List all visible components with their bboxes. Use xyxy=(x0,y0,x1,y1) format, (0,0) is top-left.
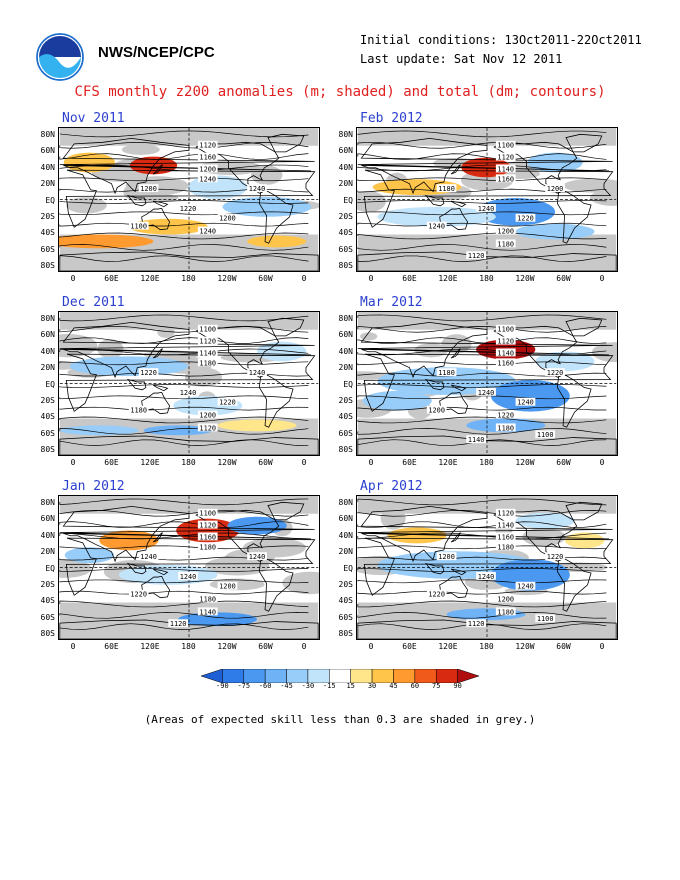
svg-text:1120: 1120 xyxy=(199,337,217,346)
lat-label: 80N xyxy=(338,130,353,139)
svg-text:1240: 1240 xyxy=(179,572,197,581)
panel-title-dec-2011: Dec 2011 xyxy=(62,295,125,310)
lon-label: 0 xyxy=(301,458,307,467)
svg-text:1220: 1220 xyxy=(546,553,564,562)
svg-text:1120: 1120 xyxy=(199,141,217,150)
contour-label xyxy=(476,388,496,397)
map-panel-nov-2011 xyxy=(58,127,320,272)
svg-text:1200: 1200 xyxy=(219,214,236,223)
svg-text:1180: 1180 xyxy=(438,185,455,194)
contour-label xyxy=(427,222,447,231)
svg-text:1200: 1200 xyxy=(497,227,515,236)
lon-label: 0 xyxy=(599,458,605,467)
contour-label xyxy=(496,227,516,236)
svg-text:1200: 1200 xyxy=(546,185,564,194)
contour-label xyxy=(437,552,457,561)
contour-label xyxy=(198,521,218,530)
svg-text:1200: 1200 xyxy=(438,553,455,562)
colorbar-swatch xyxy=(244,669,265,683)
svg-text:1180: 1180 xyxy=(130,406,148,415)
svg-text:1100: 1100 xyxy=(536,431,554,440)
contour-label xyxy=(496,174,516,183)
svg-text:1180: 1180 xyxy=(199,359,217,368)
contour-label xyxy=(516,398,536,407)
lon-label: 0 xyxy=(70,274,76,283)
map-panel-jan-2012 xyxy=(58,495,320,640)
colorbar xyxy=(201,669,479,683)
contour-label xyxy=(139,184,159,193)
lat-label: 20S xyxy=(40,212,55,221)
svg-text:1240: 1240 xyxy=(248,369,266,378)
colorbar-swatch xyxy=(415,669,436,683)
lat-label: EQ xyxy=(343,563,353,573)
contour-label xyxy=(535,430,555,439)
svg-text:1100: 1100 xyxy=(536,615,554,624)
contour-label xyxy=(496,239,516,248)
map-panel-feb-2012 xyxy=(356,127,618,272)
lat-label: EQ xyxy=(45,563,55,573)
lon-label: 120E xyxy=(438,642,458,651)
svg-text:1240: 1240 xyxy=(248,553,266,562)
map-panel-mar-2012 xyxy=(356,311,618,456)
colorbar-swatch xyxy=(393,669,414,683)
lon-label: 120E xyxy=(438,458,458,467)
svg-text:1220: 1220 xyxy=(497,411,515,420)
lat-label: 60N xyxy=(40,514,55,524)
lon-label: 0 xyxy=(301,642,307,651)
lon-label: 120E xyxy=(140,458,160,467)
lat-label: 60S xyxy=(40,612,55,622)
lon-label: 180 xyxy=(479,274,494,283)
svg-text:1180: 1180 xyxy=(497,240,515,249)
svg-text:1120: 1120 xyxy=(199,521,217,530)
svg-text:1240: 1240 xyxy=(517,398,534,407)
lon-label: 180 xyxy=(181,274,196,283)
lat-label: 20S xyxy=(40,396,55,405)
colorbar-swatch xyxy=(287,669,308,683)
lon-label: 0 xyxy=(368,458,374,467)
contour-label xyxy=(218,214,238,223)
map-panel-apr-2012 xyxy=(356,495,618,640)
contour-label xyxy=(545,184,565,193)
svg-text:1180: 1180 xyxy=(497,424,515,433)
noaa-logo xyxy=(36,33,84,81)
svg-text:1220: 1220 xyxy=(179,204,197,213)
lon-label: 0 xyxy=(368,642,374,651)
lat-label: 80S xyxy=(338,629,353,639)
lat-label: EQ xyxy=(45,379,55,389)
lon-label: 60E xyxy=(104,458,119,467)
svg-text:1160: 1160 xyxy=(497,175,515,184)
lat-label: 40N xyxy=(40,530,55,540)
colorbar-label: -15 xyxy=(322,682,336,690)
lon-label: 60E xyxy=(402,458,417,467)
svg-text:1240: 1240 xyxy=(199,175,217,184)
agency-label: NWS/NCEP/CPC xyxy=(98,44,215,61)
lat-label: 60N xyxy=(338,146,353,156)
svg-text:1200: 1200 xyxy=(497,595,515,604)
lon-label: 120W xyxy=(515,642,535,651)
lon-label: 120E xyxy=(438,274,458,283)
map-canvas xyxy=(59,128,319,271)
lon-label: 60E xyxy=(402,642,417,651)
contour-label xyxy=(496,153,516,162)
contour-label xyxy=(496,607,516,616)
lon-label: 180 xyxy=(181,642,196,651)
svg-text:1100: 1100 xyxy=(199,325,217,334)
contour-label xyxy=(139,552,159,561)
contour-label xyxy=(198,153,218,162)
svg-text:1100: 1100 xyxy=(130,222,148,231)
lat-label: 60S xyxy=(40,428,55,438)
lon-label: 120W xyxy=(515,274,535,283)
svg-text:1160: 1160 xyxy=(497,533,515,542)
contour-label xyxy=(178,204,198,213)
lon-label: 180 xyxy=(181,458,196,467)
contour-label xyxy=(198,337,218,346)
lat-label: 60N xyxy=(338,330,353,340)
contour-label xyxy=(476,204,496,213)
contour-label xyxy=(466,251,486,260)
contour-label xyxy=(496,164,516,173)
svg-text:1140: 1140 xyxy=(497,349,515,358)
lat-label: 80S xyxy=(40,261,55,271)
contour-label xyxy=(496,595,516,604)
contour-label xyxy=(198,174,218,183)
map-panel-dec-2011 xyxy=(58,311,320,456)
lat-label: 40N xyxy=(40,162,55,172)
contour-label xyxy=(545,552,565,561)
map-canvas xyxy=(357,312,617,455)
contour-label xyxy=(496,348,516,357)
svg-text:1120: 1120 xyxy=(467,252,485,261)
lat-label: 20S xyxy=(338,580,353,589)
contour-label xyxy=(129,590,149,599)
lat-label: 80S xyxy=(40,445,55,455)
contour-label xyxy=(218,398,238,407)
contour-label xyxy=(496,542,516,551)
lat-label: 60N xyxy=(40,146,55,156)
contour-label xyxy=(247,552,267,561)
contour-label xyxy=(496,411,516,420)
svg-text:1100: 1100 xyxy=(497,325,515,334)
colorbar-label: 15 xyxy=(346,682,355,690)
svg-text:1120: 1120 xyxy=(199,424,217,433)
colorbar-swatch xyxy=(201,669,222,683)
contour-label xyxy=(198,607,218,616)
panel-title-apr-2012: Apr 2012 xyxy=(360,479,423,494)
colorbar-label: 30 xyxy=(367,682,377,690)
contour-label xyxy=(516,582,536,591)
initial-conditions: Initial conditions: 13Oct2011-22Oct2011 xyxy=(360,33,642,47)
panel-title-mar-2012: Mar 2012 xyxy=(360,295,423,310)
lat-label: 80S xyxy=(338,261,353,271)
svg-text:1240: 1240 xyxy=(477,572,495,581)
map-canvas xyxy=(59,312,319,455)
contour-label xyxy=(535,614,555,623)
lon-label: 120E xyxy=(140,274,160,283)
colorbar-swatch xyxy=(308,669,329,683)
svg-text:1140: 1140 xyxy=(199,608,217,617)
contour-label xyxy=(129,406,149,415)
lat-label: 20S xyxy=(338,396,353,405)
contour-label xyxy=(198,325,218,334)
colorbar-label: -90 xyxy=(216,682,229,690)
contour-label xyxy=(198,509,218,518)
lon-label: 60E xyxy=(104,642,119,651)
lat-label: 20N xyxy=(338,363,353,373)
svg-text:1180: 1180 xyxy=(199,595,217,604)
svg-text:1180: 1180 xyxy=(199,543,217,552)
lat-label: 40S xyxy=(338,412,353,422)
contour-label xyxy=(139,368,159,377)
panel-title-nov-2011: Nov 2011 xyxy=(62,111,125,126)
colorbar-label: 90 xyxy=(453,682,462,690)
svg-text:1240: 1240 xyxy=(140,553,157,562)
lat-label: 40S xyxy=(40,596,55,606)
lon-label: 120W xyxy=(217,274,237,283)
svg-text:1160: 1160 xyxy=(199,533,217,542)
lon-label: 0 xyxy=(70,458,76,467)
svg-text:1180: 1180 xyxy=(438,369,455,378)
colorbar-label: -45 xyxy=(280,682,293,690)
contour-label xyxy=(247,368,267,377)
contour-label xyxy=(198,141,218,150)
contour-label xyxy=(496,423,516,432)
svg-text:1200: 1200 xyxy=(199,411,217,420)
lon-label: 60W xyxy=(258,642,273,651)
contour-label xyxy=(466,435,486,444)
lon-label: 60W xyxy=(258,458,273,467)
contour-label xyxy=(178,572,198,581)
lat-label: EQ xyxy=(343,379,353,389)
colorbar-label: -30 xyxy=(301,682,315,690)
lat-label: 80N xyxy=(338,314,353,323)
lat-label: 40S xyxy=(40,412,55,422)
contour-label xyxy=(247,184,267,193)
lon-label: 0 xyxy=(599,274,605,283)
lon-label: 0 xyxy=(301,274,307,283)
skill-footnote: (Areas of expected skill less than 0.3 are shaded in grey.) xyxy=(144,713,536,726)
contour-label xyxy=(198,542,218,551)
lat-label: 40N xyxy=(40,346,55,356)
contour-label xyxy=(218,582,238,591)
lat-label: 20S xyxy=(40,580,55,589)
lon-label: 60W xyxy=(258,274,273,283)
map-canvas xyxy=(357,496,617,639)
svg-text:1240: 1240 xyxy=(179,388,197,397)
svg-text:1140: 1140 xyxy=(199,349,217,358)
svg-text:1140: 1140 xyxy=(497,165,515,174)
svg-text:1220: 1220 xyxy=(219,398,236,407)
contour-label xyxy=(198,227,218,236)
lon-label: 60W xyxy=(556,642,571,651)
svg-text:1140: 1140 xyxy=(467,436,485,445)
lat-label: 40S xyxy=(338,596,353,606)
contour-label xyxy=(178,388,198,397)
lon-label: 120W xyxy=(217,642,237,651)
lat-label: 60S xyxy=(40,244,55,254)
contour-label xyxy=(168,619,188,628)
lat-label: 20N xyxy=(40,547,55,557)
svg-text:1220: 1220 xyxy=(140,369,157,378)
colorbar-label: 45 xyxy=(389,682,398,690)
contour-label xyxy=(496,509,516,518)
lon-label: 60E xyxy=(104,274,119,283)
contour-label xyxy=(496,141,516,150)
lat-label: 60N xyxy=(40,330,55,340)
lon-label: 120W xyxy=(515,458,535,467)
lat-label: 80N xyxy=(338,498,353,507)
colorbar-swatch xyxy=(329,669,350,683)
panel-title-jan-2012: Jan 2012 xyxy=(62,479,125,494)
lon-label: 0 xyxy=(368,274,374,283)
lon-label: 0 xyxy=(599,642,605,651)
svg-text:1220: 1220 xyxy=(517,214,534,223)
svg-text:1240: 1240 xyxy=(477,388,495,397)
svg-text:1140: 1140 xyxy=(497,521,515,530)
svg-text:1100: 1100 xyxy=(497,141,515,150)
contour-label xyxy=(437,184,457,193)
svg-text:1120: 1120 xyxy=(497,337,515,346)
lat-label: 80N xyxy=(40,314,55,323)
lat-label: 40S xyxy=(40,228,55,238)
contour-label xyxy=(427,406,447,415)
contour-label xyxy=(496,337,516,346)
contour-label xyxy=(198,358,218,367)
svg-text:1160: 1160 xyxy=(199,153,217,162)
contour-label xyxy=(198,348,218,357)
lat-label: 40N xyxy=(338,346,353,356)
map-canvas xyxy=(59,496,319,639)
contour-label xyxy=(496,532,516,541)
lat-label: 20S xyxy=(338,212,353,221)
lat-label: 20N xyxy=(338,547,353,557)
colorbar-label: 75 xyxy=(432,682,441,690)
contour-label xyxy=(198,411,218,420)
lon-label: 120E xyxy=(140,642,160,651)
colorbar-swatch xyxy=(436,669,457,683)
svg-text:1120: 1120 xyxy=(497,509,515,518)
lat-label: 20N xyxy=(40,363,55,373)
lat-label: 80N xyxy=(40,130,55,139)
svg-text:1120: 1120 xyxy=(169,620,187,629)
lat-label: EQ xyxy=(45,195,55,205)
contour-label xyxy=(427,590,447,599)
svg-text:1200: 1200 xyxy=(428,406,446,415)
svg-text:1200: 1200 xyxy=(219,582,236,591)
colorbar-swatch xyxy=(351,669,372,683)
lon-label: 180 xyxy=(479,458,494,467)
contour-label xyxy=(437,368,457,377)
lat-label: 60N xyxy=(338,514,353,524)
lat-label: EQ xyxy=(343,195,353,205)
lat-label: 60S xyxy=(338,612,353,622)
contour-label xyxy=(496,521,516,530)
lat-label: 20N xyxy=(338,179,353,189)
svg-text:1240: 1240 xyxy=(428,222,446,231)
map-canvas xyxy=(357,128,617,271)
lat-label: 80S xyxy=(40,629,55,639)
svg-text:1240: 1240 xyxy=(248,185,266,194)
colorbar-label: 60 xyxy=(410,682,420,690)
lat-label: 40N xyxy=(338,530,353,540)
lon-label: 0 xyxy=(70,642,76,651)
lat-label: 20N xyxy=(40,179,55,189)
contour-label xyxy=(198,164,218,173)
svg-text:1240: 1240 xyxy=(517,582,534,591)
panel-title-feb-2012: Feb 2012 xyxy=(360,111,423,126)
contour-label xyxy=(496,325,516,334)
svg-text:1220: 1220 xyxy=(546,369,564,378)
contour-label xyxy=(198,423,218,432)
last-update: Last update: Sat Nov 12 2011 xyxy=(360,52,563,66)
contour-label xyxy=(466,619,486,628)
page-title: CFS monthly z200 anomalies (m; shaded) and total (dm; contours) xyxy=(74,84,606,100)
lat-label: 60S xyxy=(338,428,353,438)
contour-label xyxy=(545,368,565,377)
colorbar-label: -75 xyxy=(237,682,251,690)
lon-label: 180 xyxy=(479,642,494,651)
svg-text:1180: 1180 xyxy=(497,543,515,552)
svg-text:1160: 1160 xyxy=(497,359,515,368)
svg-text:1200: 1200 xyxy=(140,185,157,194)
contour-label xyxy=(516,214,536,223)
lat-label: 80N xyxy=(40,498,55,507)
lat-label: 60S xyxy=(338,244,353,254)
colorbar-label: -60 xyxy=(258,682,272,690)
lat-label: 80S xyxy=(338,445,353,455)
colorbar-swatch xyxy=(222,669,243,683)
colorbar-swatch xyxy=(458,669,479,683)
svg-text:1100: 1100 xyxy=(199,509,217,518)
contour-label xyxy=(496,358,516,367)
lon-label: 60W xyxy=(556,458,571,467)
svg-text:1240: 1240 xyxy=(199,227,217,236)
svg-text:1200: 1200 xyxy=(199,165,217,174)
contour-label xyxy=(476,572,496,581)
svg-text:1180: 1180 xyxy=(497,608,515,617)
svg-text:1120: 1120 xyxy=(497,153,515,162)
svg-text:1220: 1220 xyxy=(130,590,148,599)
lat-label: 40N xyxy=(338,162,353,172)
lat-label: 40S xyxy=(338,228,353,238)
contour-label xyxy=(129,222,149,231)
contour-label xyxy=(198,532,218,541)
lon-label: 120W xyxy=(217,458,237,467)
colorbar-swatch xyxy=(372,669,393,683)
colorbar-swatch xyxy=(265,669,286,683)
svg-text:1240: 1240 xyxy=(477,204,495,213)
lon-label: 60W xyxy=(556,274,571,283)
lon-label: 60E xyxy=(402,274,417,283)
contour-label xyxy=(198,595,218,604)
svg-text:1120: 1120 xyxy=(467,620,485,629)
svg-text:1220: 1220 xyxy=(428,590,446,599)
